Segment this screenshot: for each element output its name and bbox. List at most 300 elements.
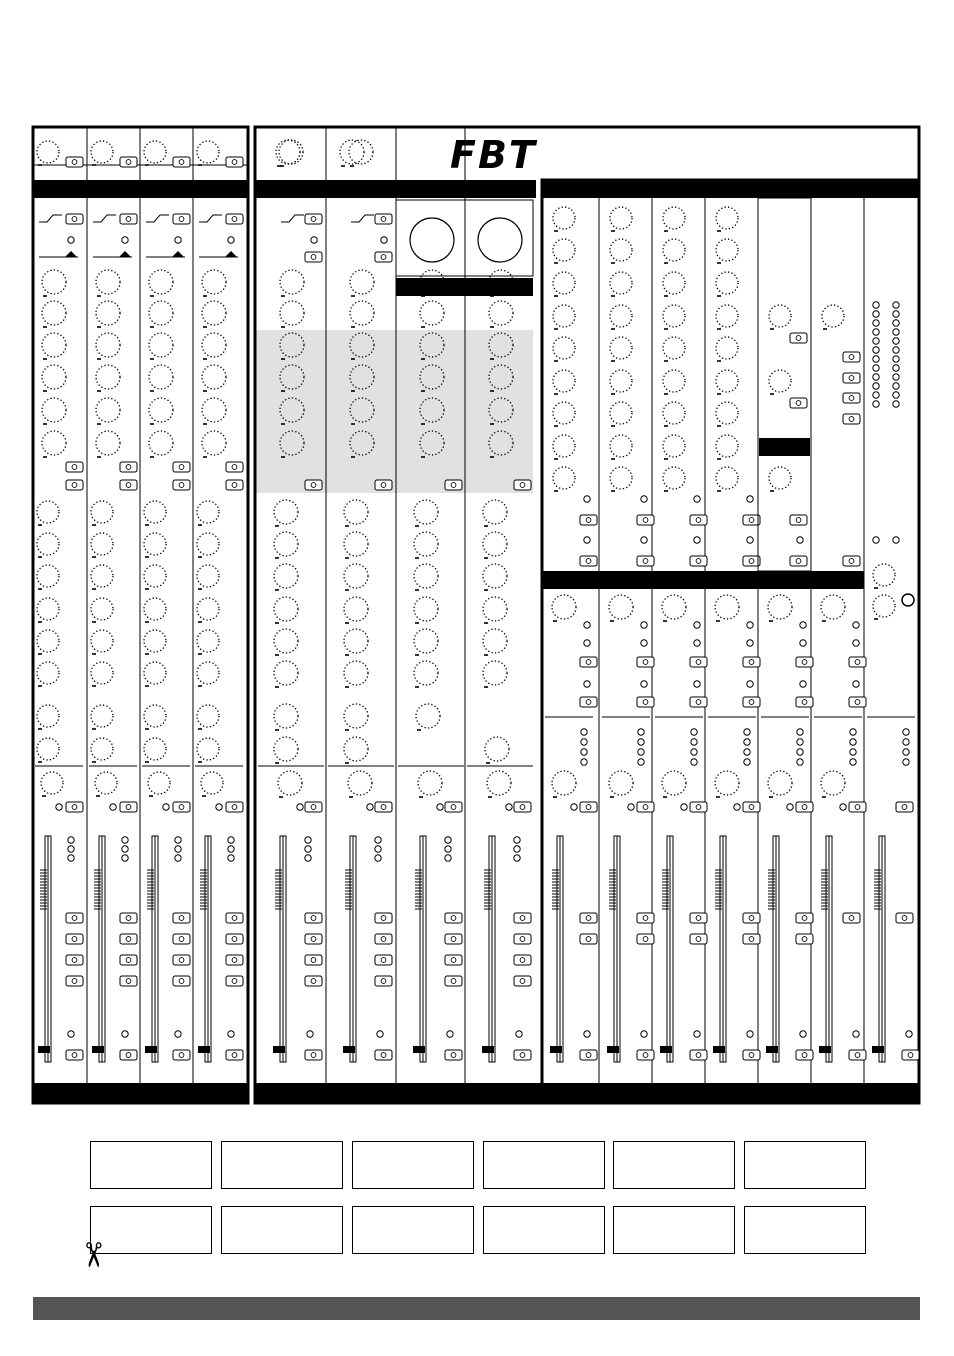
balance-knob [348, 771, 372, 795]
aux-meter-led [850, 759, 856, 765]
master-meter-led [893, 302, 899, 308]
gain-knob [144, 141, 166, 163]
aux-pre-button [690, 515, 707, 525]
master-meter-led [873, 302, 879, 308]
aux-knob [197, 705, 219, 727]
fader-cap [38, 1046, 50, 1053]
aux-knob [197, 662, 219, 684]
master-meter-led [873, 374, 879, 380]
routing-button [305, 976, 322, 986]
routing-button [226, 913, 243, 923]
master-routing-button [843, 913, 860, 923]
routing-button [120, 976, 137, 986]
aux-master-led [747, 640, 753, 646]
main-panel-frame [255, 127, 919, 1103]
routing-button [305, 934, 322, 944]
master-meter-led [893, 374, 899, 380]
aux-knob [197, 738, 219, 760]
master-solo-button [580, 1050, 597, 1060]
aux-master-button [743, 657, 760, 667]
solo-button [120, 1050, 137, 1060]
eq-knob [42, 301, 66, 325]
routing-button [445, 934, 462, 944]
fx-led [797, 537, 803, 543]
aux-master-led [853, 622, 859, 628]
phantom-marker [119, 251, 131, 257]
meter-led [445, 837, 451, 843]
graphic-eq-knob [716, 337, 738, 359]
fx-send-bar [759, 438, 810, 456]
phantom-button [305, 252, 322, 262]
routing-button [445, 913, 462, 923]
eq-button [305, 480, 322, 490]
master-meter-led [873, 365, 879, 371]
aux-meter-led [903, 749, 909, 755]
peak-led [506, 804, 512, 810]
aux-master-led [853, 640, 859, 646]
signal-led [377, 1031, 383, 1037]
routing-button [305, 913, 322, 923]
aux-meter-led [850, 729, 856, 735]
master-meter-led [893, 329, 899, 335]
aux-knob [414, 597, 438, 621]
aux-meter-led [638, 749, 644, 755]
master-routing-button [896, 913, 913, 923]
aux-knob [197, 565, 219, 587]
eq-knob [42, 270, 66, 294]
graphic-eq-knob [553, 207, 575, 229]
aux-knob [483, 500, 507, 524]
aux-master-knob [768, 595, 792, 619]
eq-knob [96, 301, 120, 325]
graphic-eq-knob [716, 207, 738, 229]
stereo-eq-highlight [256, 330, 533, 493]
graphic-eq-knob [663, 435, 685, 457]
aux-master-button [743, 697, 760, 707]
routing-button [514, 934, 531, 944]
aux-knob [344, 704, 368, 728]
fx-button [790, 556, 807, 566]
phantom-led [228, 237, 234, 243]
preset-button [843, 556, 860, 566]
phantom-button [375, 252, 392, 262]
graphic-eq-knob [716, 239, 738, 261]
fx-button [790, 515, 807, 525]
master-routing-button [743, 913, 760, 923]
eq-knob [202, 431, 226, 455]
master-meter-led [893, 338, 899, 344]
aux-master-button [796, 657, 813, 667]
master-meter-led [873, 356, 879, 362]
routing-button [120, 955, 137, 965]
routing-button [66, 913, 83, 923]
meter-led [122, 837, 128, 843]
fader-cap [413, 1046, 425, 1053]
master-meter-led [873, 347, 879, 353]
graphic-eq-knob [716, 402, 738, 424]
fader-cap [92, 1046, 104, 1053]
phantom-led [381, 237, 387, 243]
fx-display-right [478, 218, 522, 262]
master-signal-led [694, 1031, 700, 1037]
graphic-eq-knob [553, 305, 575, 327]
eq-bypass-button [226, 480, 243, 490]
eq-button [173, 462, 190, 472]
aux-knob [37, 501, 59, 523]
routing-button [66, 934, 83, 944]
master-solo-button [902, 1050, 919, 1060]
aux-knob [91, 565, 113, 587]
eq-bypass-button [66, 480, 83, 490]
aux-meter-led [638, 739, 644, 745]
eq-knob [350, 270, 374, 294]
label-box [352, 1206, 474, 1254]
aux-knob [37, 705, 59, 727]
meter-led [122, 846, 128, 852]
master-routing-button [637, 934, 654, 944]
meter-led [175, 855, 181, 861]
aux-knob [274, 500, 298, 524]
eq-knob [280, 301, 304, 325]
aux-on-button [743, 556, 760, 566]
scissors-icon: ✂ [72, 1240, 113, 1270]
aux-knob [37, 630, 59, 652]
master-solo-button [743, 1050, 760, 1060]
pad-button [120, 157, 137, 167]
aux-knob [144, 662, 166, 684]
eq-knob [350, 301, 374, 325]
meter-led [228, 846, 234, 852]
aux-master-led [641, 622, 647, 628]
label-box [221, 1141, 343, 1189]
pad-button [226, 157, 243, 167]
aux-knob [483, 597, 507, 621]
meter-led [514, 855, 520, 861]
meter-led [228, 855, 234, 861]
balance-knob [487, 771, 511, 795]
aux-master-led [694, 640, 700, 646]
aux-send-button [796, 802, 813, 812]
eq-knob [96, 398, 120, 422]
aux-meter-led [691, 729, 697, 735]
fx-knob [416, 704, 440, 728]
eq-knob [149, 301, 173, 325]
routing-button [120, 934, 137, 944]
routing-button [375, 913, 392, 923]
routing-button [226, 976, 243, 986]
aux-on-button [637, 556, 654, 566]
eq-button [375, 480, 392, 490]
footer-bar [33, 1297, 920, 1320]
aux-knob [483, 532, 507, 556]
routing-button [66, 955, 83, 965]
graphic-eq-knob [553, 370, 575, 392]
gain-knob [37, 141, 59, 163]
low-cut-button [375, 214, 392, 224]
aux-send-button [637, 802, 654, 812]
aux-send-led [734, 804, 740, 810]
master-meter-led [873, 392, 879, 398]
label-box [483, 1206, 605, 1254]
aux-led [694, 496, 700, 502]
aux-send-knob [609, 771, 633, 795]
aux-master-led [747, 681, 753, 687]
fx-knob [485, 737, 509, 761]
phones-knob [873, 595, 895, 617]
meter-led [445, 855, 451, 861]
mute-button [120, 802, 137, 812]
aux-knob [144, 501, 166, 523]
aux-meter-led [691, 759, 697, 765]
routing-button [514, 976, 531, 986]
master-meter-led [893, 347, 899, 353]
master-meter-led [893, 356, 899, 362]
graphic-eq-knob [610, 272, 632, 294]
master-meter-led [873, 320, 879, 326]
aux-led [641, 496, 647, 502]
phantom-led [175, 237, 181, 243]
aux-knob [274, 737, 298, 761]
meter-led [445, 846, 451, 852]
graphic-eq-knob [663, 337, 685, 359]
low-cut-button [173, 214, 190, 224]
routing-button [514, 955, 531, 965]
phones-knob [873, 564, 895, 586]
master-signal-led [747, 1031, 753, 1037]
aux-meter-led [638, 759, 644, 765]
preset-button [843, 414, 860, 424]
aux-on-button [580, 556, 597, 566]
aux-knob [37, 662, 59, 684]
aux-knob [144, 598, 166, 620]
phantom-marker [172, 251, 184, 257]
eq-knob [420, 301, 444, 325]
aux-meter-led [797, 759, 803, 765]
aux-led [584, 537, 590, 543]
aux-knob [144, 565, 166, 587]
aux-master-bar [542, 571, 864, 589]
meter-led [305, 855, 311, 861]
routing-button [445, 955, 462, 965]
aux-send-knob [821, 771, 845, 795]
peak-led [163, 804, 169, 810]
master-meter-led [893, 383, 899, 389]
graphic-eq-knob [663, 207, 685, 229]
aux-meter-led [797, 739, 803, 745]
aux-master-button [580, 657, 597, 667]
aux-knob [37, 565, 59, 587]
eq-knob [489, 301, 513, 325]
master-routing-button [580, 934, 597, 944]
aux-knob [344, 500, 368, 524]
master-solo-button [796, 1050, 813, 1060]
master-solo-button [637, 1050, 654, 1060]
peak-led [297, 804, 303, 810]
aux-master-knob [609, 595, 633, 619]
graphic-eq-knob [716, 305, 738, 327]
aux-master-led [800, 640, 806, 646]
aux-meter-led [797, 749, 803, 755]
master-signal-led [800, 1031, 806, 1037]
master-solo-button [690, 1050, 707, 1060]
master-meter-led [893, 365, 899, 371]
aux-knob [344, 532, 368, 556]
low-cut-symbol [146, 215, 169, 222]
low-cut-symbol [93, 215, 116, 222]
aux-master-button [849, 657, 866, 667]
fx-level-knob [769, 305, 791, 327]
solo-button [305, 1050, 322, 1060]
low-cut-button [226, 214, 243, 224]
graphic-eq-knob [663, 305, 685, 327]
balance-knob [418, 771, 442, 795]
master-meter-led [873, 383, 879, 389]
graphic-eq-knob [610, 370, 632, 392]
meter-led [305, 837, 311, 843]
label-box [744, 1206, 866, 1254]
master-led [873, 537, 879, 543]
fader-cap [713, 1046, 725, 1053]
signal-led [447, 1031, 453, 1037]
master-routing-button [796, 913, 813, 923]
aux-meter-led [581, 739, 587, 745]
fader-cap [343, 1046, 355, 1053]
routing-button [445, 976, 462, 986]
fader-cap [550, 1046, 562, 1053]
eq-knob [149, 365, 173, 389]
master-led [893, 537, 899, 543]
meter-led [305, 846, 311, 852]
graphic-eq-knob [663, 239, 685, 261]
graphic-eq-knob [553, 272, 575, 294]
aux-knob [274, 564, 298, 588]
eq-button [226, 462, 243, 472]
peak-led [216, 804, 222, 810]
aux-knob [274, 704, 298, 728]
aux-knob [274, 661, 298, 685]
aux-send-button [743, 802, 760, 812]
label-box [483, 1141, 605, 1189]
peak-led [110, 804, 116, 810]
mute-button [173, 802, 190, 812]
graphic-eq-knob [610, 305, 632, 327]
aux-knob [344, 661, 368, 685]
aux-meter-led [744, 729, 750, 735]
aux-knob [197, 533, 219, 555]
aux-master-knob [821, 595, 845, 619]
eq-button [514, 480, 531, 490]
label-box [613, 1206, 735, 1254]
signal-led [175, 1031, 181, 1037]
label-box [352, 1141, 474, 1189]
aux-knob [344, 629, 368, 653]
eq-knob [42, 398, 66, 422]
meter-led [175, 837, 181, 843]
meter-led [514, 837, 520, 843]
aux-send-knob [715, 771, 739, 795]
master-routing-button [637, 913, 654, 923]
solo-button [226, 1050, 243, 1060]
routing-button [66, 976, 83, 986]
preset-button [843, 352, 860, 362]
eq-button [66, 462, 83, 472]
routing-button [375, 976, 392, 986]
graphic-eq-knob [610, 467, 632, 489]
graphic-eq-knob [553, 467, 575, 489]
eq-knob [96, 333, 120, 357]
fader-cap [482, 1046, 494, 1053]
aux-master-led [853, 681, 859, 687]
label-box [744, 1141, 866, 1189]
signal-led [122, 1031, 128, 1037]
meter-led [175, 846, 181, 852]
aux-knob [144, 738, 166, 760]
gain-knob [91, 141, 113, 163]
aux-meter-led [581, 729, 587, 735]
aux-send-button [690, 802, 707, 812]
graphic-eq-knob [663, 272, 685, 294]
aux-knob [91, 705, 113, 727]
meter-led [68, 855, 74, 861]
master-button [896, 802, 913, 812]
master-meter-led [893, 401, 899, 407]
aux-meter-led [903, 729, 909, 735]
pad-button [173, 157, 190, 167]
eq-knob [202, 270, 226, 294]
main-footer-bar [256, 1083, 919, 1103]
aux-knob [91, 662, 113, 684]
aux-knob [197, 501, 219, 523]
eq-knob [202, 365, 226, 389]
meter-led [375, 855, 381, 861]
routing-button [173, 976, 190, 986]
low-cut-button [120, 214, 137, 224]
aux-knob [37, 533, 59, 555]
eq-knob [42, 431, 66, 455]
aux-master-button [580, 697, 597, 707]
graphic-eq-knob [716, 435, 738, 457]
aux-meter-led [691, 749, 697, 755]
master-meter-led [893, 311, 899, 317]
label-box [221, 1206, 343, 1254]
aux-master-button [690, 657, 707, 667]
low-cut-symbol [199, 215, 222, 222]
brand-logo: FBT [450, 133, 537, 177]
master-meter-led [873, 401, 879, 407]
fader-cap [607, 1046, 619, 1053]
fader-cap [198, 1046, 210, 1053]
stereo-gain-knob [276, 140, 300, 164]
label-box [613, 1141, 735, 1189]
aux-pre-button [580, 515, 597, 525]
routing-button [173, 934, 190, 944]
master-meter-led [873, 311, 879, 317]
meter-led [122, 855, 128, 861]
aux-knob [344, 564, 368, 588]
mute-button [226, 802, 243, 812]
phantom-marker [225, 251, 237, 257]
phantom-led [311, 237, 317, 243]
master-signal-led [853, 1031, 859, 1037]
master-meter-led [893, 392, 899, 398]
aux-led [584, 496, 590, 502]
pan-knob [95, 772, 117, 794]
aux-knob [414, 532, 438, 556]
aux-pre-button [743, 515, 760, 525]
phantom-marker [65, 251, 77, 257]
graphic-eq-knob [663, 467, 685, 489]
fader-cap [819, 1046, 831, 1053]
